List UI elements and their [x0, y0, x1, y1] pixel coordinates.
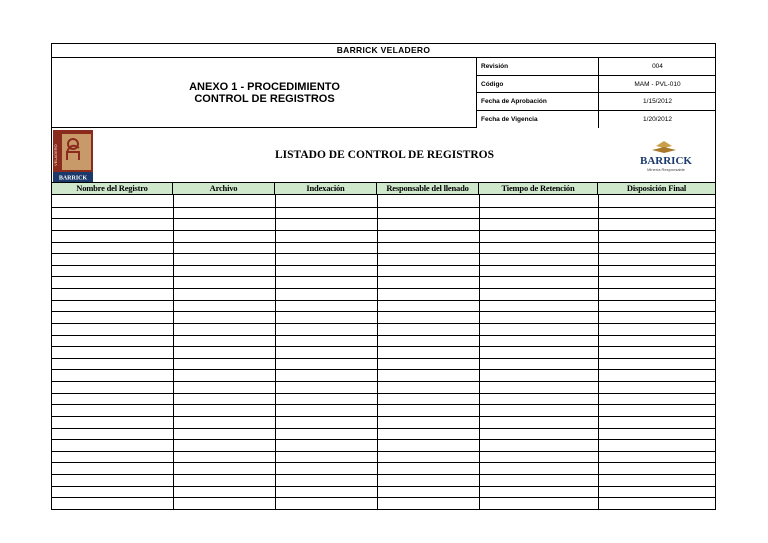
- right-logo-tagline: Minería Responsable: [647, 167, 685, 172]
- table-row-divider: [52, 346, 715, 347]
- company-header: BARRICK VELADERO: [52, 44, 715, 58]
- table-row-divider: [52, 207, 715, 208]
- table-row-divider: [52, 474, 715, 475]
- left-logo-brand: BARRICK: [58, 175, 88, 182]
- listing-banner: [52, 128, 715, 183]
- table-row-divider: [52, 323, 715, 324]
- column-header-record-name: Nombre del Registro: [52, 183, 173, 194]
- meta-label: Código: [481, 80, 504, 88]
- table-row-divider: [52, 416, 715, 417]
- meta-value: 1/20/2012: [598, 111, 716, 128]
- meta-row-effective-date: [477, 111, 715, 129]
- listing-title: LISTADO DE CONTROL DE REGISTROS: [275, 149, 494, 161]
- table-row-divider: [52, 358, 715, 359]
- meta-value: 1/15/2012: [598, 93, 716, 110]
- table-row-divider: [52, 369, 715, 370]
- column-header-indexing: Indexación: [275, 183, 377, 194]
- barrick-logo: [630, 138, 702, 176]
- table-row-divider: [52, 439, 715, 440]
- document-metadata: [477, 58, 715, 128]
- meta-label: Revisión: [481, 63, 509, 70]
- meta-row-approval-date: [477, 93, 715, 111]
- table-row-divider: [52, 497, 715, 498]
- table-row-divider: [52, 230, 715, 231]
- meta-value: MAM - PVL-010: [598, 76, 716, 93]
- meta-row-revision: [477, 58, 715, 76]
- table-row-divider: [52, 242, 715, 243]
- table-row-divider: [52, 451, 715, 452]
- annex-title-line2: CONTROL DE REGISTROS: [194, 93, 335, 105]
- table-row-divider: [52, 300, 715, 301]
- table-row-divider: [52, 265, 715, 266]
- table-header: [52, 183, 715, 195]
- records-table-body: [52, 195, 715, 509]
- form-sheet: [51, 43, 716, 510]
- annex-title-block: [52, 58, 477, 128]
- table-row-divider: [52, 311, 715, 312]
- table-row-divider: [52, 276, 715, 277]
- left-logo-side-text: VELADERO: [53, 144, 58, 166]
- meta-row-code: [477, 76, 715, 94]
- column-header-final-disposition: Disposición Final: [626, 183, 687, 193]
- table-row-divider: [52, 335, 715, 336]
- meta-label: Fecha de Aprobación: [481, 98, 547, 105]
- column-header-responsible: Responsable del llenado: [377, 183, 479, 194]
- meta-label: Fecha de Vigencia: [481, 115, 538, 123]
- table-row-divider: [52, 381, 715, 382]
- column-header-file: Archivo: [173, 183, 275, 194]
- meta-value: 004: [598, 58, 716, 75]
- table-row-divider: [52, 486, 715, 487]
- right-logo-brand: BARRICK: [640, 155, 692, 167]
- table-row-divider: [52, 218, 715, 219]
- table-row-divider: [52, 404, 715, 405]
- table-row-divider: [52, 393, 715, 394]
- annex-title-line1: ANEXO 1 - PROCEDIMIENTO: [189, 81, 340, 93]
- column-header-retention-time: Tiempo de Retención: [479, 183, 598, 194]
- barrick-veladero-logo: [53, 130, 93, 182]
- table-row-divider: [52, 462, 715, 463]
- table-row-divider: [52, 428, 715, 429]
- table-row-divider: [52, 288, 715, 289]
- table-row-divider: [52, 253, 715, 254]
